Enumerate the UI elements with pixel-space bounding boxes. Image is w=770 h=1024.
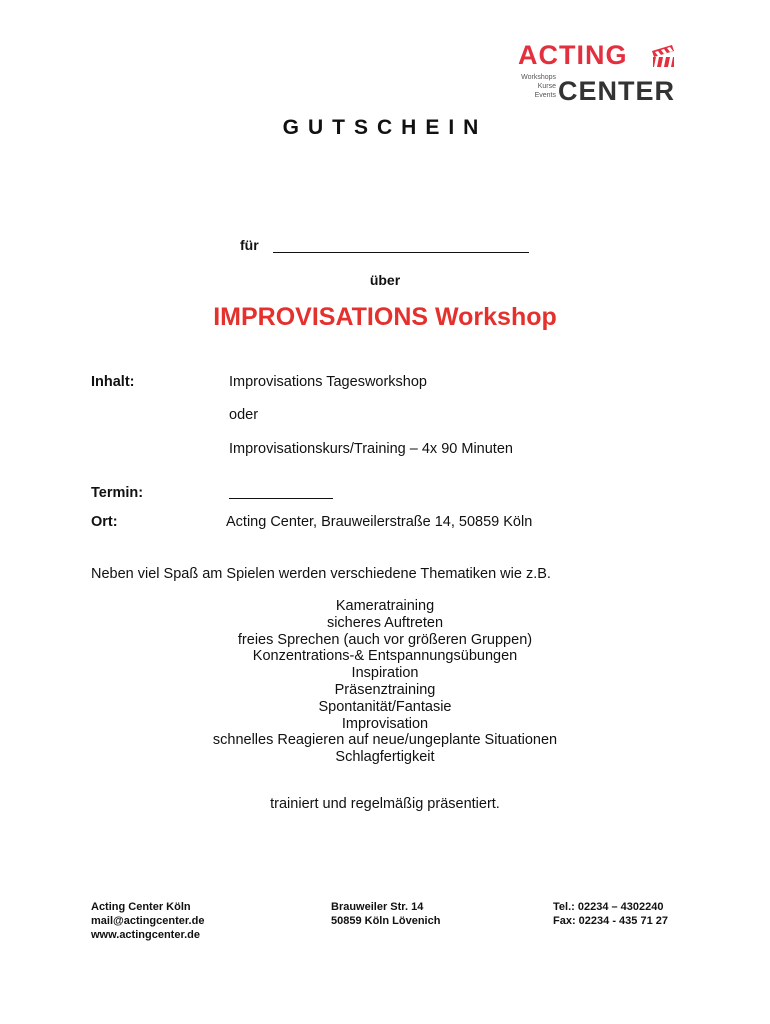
inhalt-value-2: oder [229, 407, 259, 423]
recipient-field [240, 237, 259, 253]
topic-item: Inspiration [351, 665, 419, 682]
intro-text: Neben viel Spaß am Spielen werden verschiedene Thematiken wie z.B. [91, 566, 551, 582]
ueber-text: über [369, 272, 401, 288]
ort-value: Acting Center, Brauweilerstraße 14, 50859 Köln [226, 514, 533, 530]
topic-item: Spontanität/Fantasie [318, 698, 452, 715]
logo-acting-text: ACTING [518, 40, 628, 70]
logo-tag: Workshops [521, 74, 556, 81]
footer-phone: Tel.: 02234 – 4302240 [553, 901, 664, 913]
recipient-label: für [240, 237, 259, 253]
logo-tag: Kurse [537, 83, 556, 90]
logo-tag: Events [534, 92, 556, 99]
footer-city: 50859 Köln Lövenich [331, 915, 441, 927]
inhalt-label: Inhalt: [91, 374, 135, 390]
topic-item: freies Sprechen (auch vor größeren Gruppen) [237, 631, 533, 648]
recipient-blank-line [273, 252, 529, 253]
footer-fax: Fax: 02234 - 435 71 27 [553, 915, 668, 927]
logo-center-text: CENTER [558, 76, 676, 106]
footer-street: Brauweiler Str. 14 [331, 901, 424, 913]
inhalt-value-1: Improvisations Tagesworkshop [229, 374, 427, 390]
topic-item: Improvisation [341, 715, 429, 732]
topic-item: Schlagfertigkeit [335, 749, 435, 766]
termin-blank-line [229, 498, 333, 499]
topic-item: Präsenztraining [334, 681, 436, 698]
termin-label: Termin: [91, 485, 144, 501]
topic-item: Konzentrations-& Entspannungsübungen [252, 648, 518, 665]
acting-center-logo [518, 40, 688, 106]
footer-contact [553, 900, 668, 928]
footer-email: mail@actingcenter.de [91, 915, 205, 927]
logo-taglines [520, 73, 556, 100]
footer-website: www.actingcenter.de [91, 929, 201, 941]
topic-item: sicheres Auftreten [326, 614, 444, 631]
topic-item: Kameratraining [335, 598, 435, 614]
topics-list [0, 598, 770, 766]
footer-company [91, 900, 204, 942]
closing-text: trainiert und regelmäßig präsentiert. [270, 796, 500, 812]
voucher-title: GUTSCHEIN [282, 116, 488, 139]
footer-company-name: Acting Center Köln [91, 901, 191, 913]
ort-label: Ort: [91, 514, 118, 530]
inhalt-value-3: Improvisationskurs/Training – 4x 90 Minuten [229, 441, 513, 457]
topic-item: schnelles Reagieren auf neue/ungeplante Situationen [212, 732, 558, 749]
workshop-title: IMPROVISATIONS Workshop [213, 303, 557, 331]
clapperboard-icon [650, 42, 676, 68]
footer-address [331, 900, 440, 928]
